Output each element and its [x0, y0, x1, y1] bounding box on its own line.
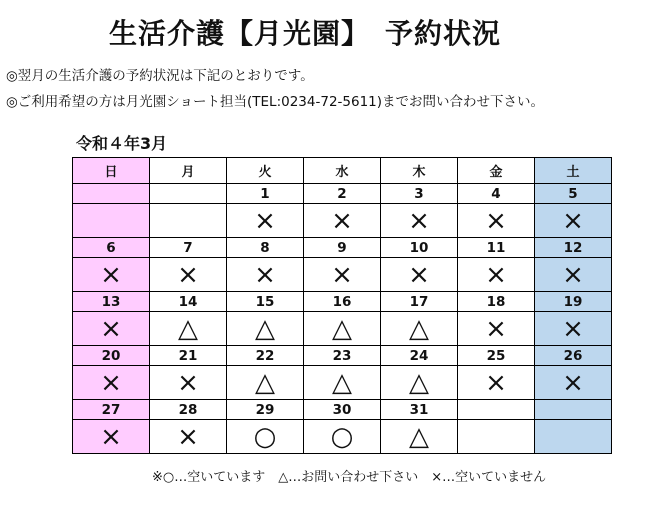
- day-number: 4: [458, 184, 535, 204]
- availability-mark: △: [304, 312, 381, 346]
- day-number: 1: [227, 184, 304, 204]
- month-label: 令和４年3月: [76, 134, 168, 153]
- availability-mark: [73, 204, 150, 238]
- day-number: 7: [150, 238, 227, 258]
- day-number: 31: [381, 400, 458, 420]
- day-number: 14: [150, 292, 227, 312]
- availability-mark: △: [381, 420, 458, 454]
- note-contact-info: ◎ご利用希望の方は月光園ショート担当(TEL:0234-72-5611)までお問い合わせ下さい。: [6, 94, 545, 110]
- weekday-sat: 土: [535, 158, 612, 184]
- availability-mark: ×: [535, 312, 612, 346]
- availability-mark: ○: [227, 420, 304, 454]
- availability-mark: ×: [150, 420, 227, 454]
- legend-note: ※○…空いています △…お問い合わせ下さい ×…空いていません: [152, 470, 547, 485]
- week-mark-row: [73, 366, 612, 400]
- availability-mark: △: [227, 366, 304, 400]
- availability-mark: ×: [381, 258, 458, 292]
- week-mark-row: [73, 258, 612, 292]
- day-number: 6: [73, 238, 150, 258]
- weekday-mon: 月: [150, 158, 227, 184]
- calendar-body: [73, 158, 612, 454]
- day-number: 24: [381, 346, 458, 366]
- day-number: [535, 400, 612, 420]
- page-title: 生活介護【月光園】 予約状況: [108, 17, 501, 50]
- day-number: 20: [73, 346, 150, 366]
- day-number: 30: [304, 400, 381, 420]
- availability-mark: ×: [535, 258, 612, 292]
- availability-mark: ×: [535, 366, 612, 400]
- availability-mark: ×: [150, 366, 227, 400]
- day-number: 2: [304, 184, 381, 204]
- week-mark-row: [73, 312, 612, 346]
- day-number: [73, 184, 150, 204]
- availability-mark: ×: [73, 366, 150, 400]
- availability-mark: ×: [227, 258, 304, 292]
- day-number: 28: [150, 400, 227, 420]
- availability-mark: [535, 420, 612, 454]
- availability-mark: ×: [227, 204, 304, 238]
- note-schedule-info: ◎翌月の生活介護の予約状況は下記のとおりです。: [6, 68, 314, 84]
- week-day-row: [73, 292, 612, 312]
- weekday-wed: 水: [304, 158, 381, 184]
- weekday-header-row: [73, 158, 612, 184]
- availability-mark: ×: [304, 204, 381, 238]
- day-number: 19: [535, 292, 612, 312]
- day-number: [150, 184, 227, 204]
- day-number: 27: [73, 400, 150, 420]
- day-number: 22: [227, 346, 304, 366]
- availability-mark: △: [150, 312, 227, 346]
- day-number: 26: [535, 346, 612, 366]
- day-number: 3: [381, 184, 458, 204]
- week-mark-row: [73, 204, 612, 238]
- day-number: 12: [535, 238, 612, 258]
- reservation-calendar: [72, 157, 612, 454]
- day-number: 16: [304, 292, 381, 312]
- availability-mark: ×: [73, 312, 150, 346]
- day-number: 25: [458, 346, 535, 366]
- day-number: 17: [381, 292, 458, 312]
- week-day-row: [73, 238, 612, 258]
- day-number: 8: [227, 238, 304, 258]
- day-number: 10: [381, 238, 458, 258]
- availability-mark: △: [227, 312, 304, 346]
- day-number: 13: [73, 292, 150, 312]
- day-number: 5: [535, 184, 612, 204]
- day-number: 18: [458, 292, 535, 312]
- week-day-row: [73, 184, 612, 204]
- availability-mark: ×: [458, 312, 535, 346]
- availability-mark: ×: [304, 258, 381, 292]
- day-number: [458, 400, 535, 420]
- weekday-sun: 日: [73, 158, 150, 184]
- day-number: 11: [458, 238, 535, 258]
- day-number: 21: [150, 346, 227, 366]
- availability-mark: ○: [304, 420, 381, 454]
- availability-mark: ×: [381, 204, 458, 238]
- week-mark-row: [73, 420, 612, 454]
- availability-mark: ×: [150, 258, 227, 292]
- day-number: 23: [304, 346, 381, 366]
- availability-mark: △: [304, 366, 381, 400]
- week-day-row: [73, 346, 612, 366]
- availability-mark: [458, 420, 535, 454]
- availability-mark: ×: [73, 258, 150, 292]
- availability-mark: ×: [535, 204, 612, 238]
- day-number: 15: [227, 292, 304, 312]
- availability-mark: ×: [73, 420, 150, 454]
- availability-mark: ×: [458, 366, 535, 400]
- availability-mark: [150, 204, 227, 238]
- availability-mark: ×: [458, 204, 535, 238]
- day-number: 29: [227, 400, 304, 420]
- weekday-fri: 金: [458, 158, 535, 184]
- availability-mark: △: [381, 312, 458, 346]
- weekday-thu: 木: [381, 158, 458, 184]
- availability-mark: ×: [458, 258, 535, 292]
- availability-mark: △: [381, 366, 458, 400]
- week-day-row: [73, 400, 612, 420]
- weekday-tue: 火: [227, 158, 304, 184]
- day-number: 9: [304, 238, 381, 258]
